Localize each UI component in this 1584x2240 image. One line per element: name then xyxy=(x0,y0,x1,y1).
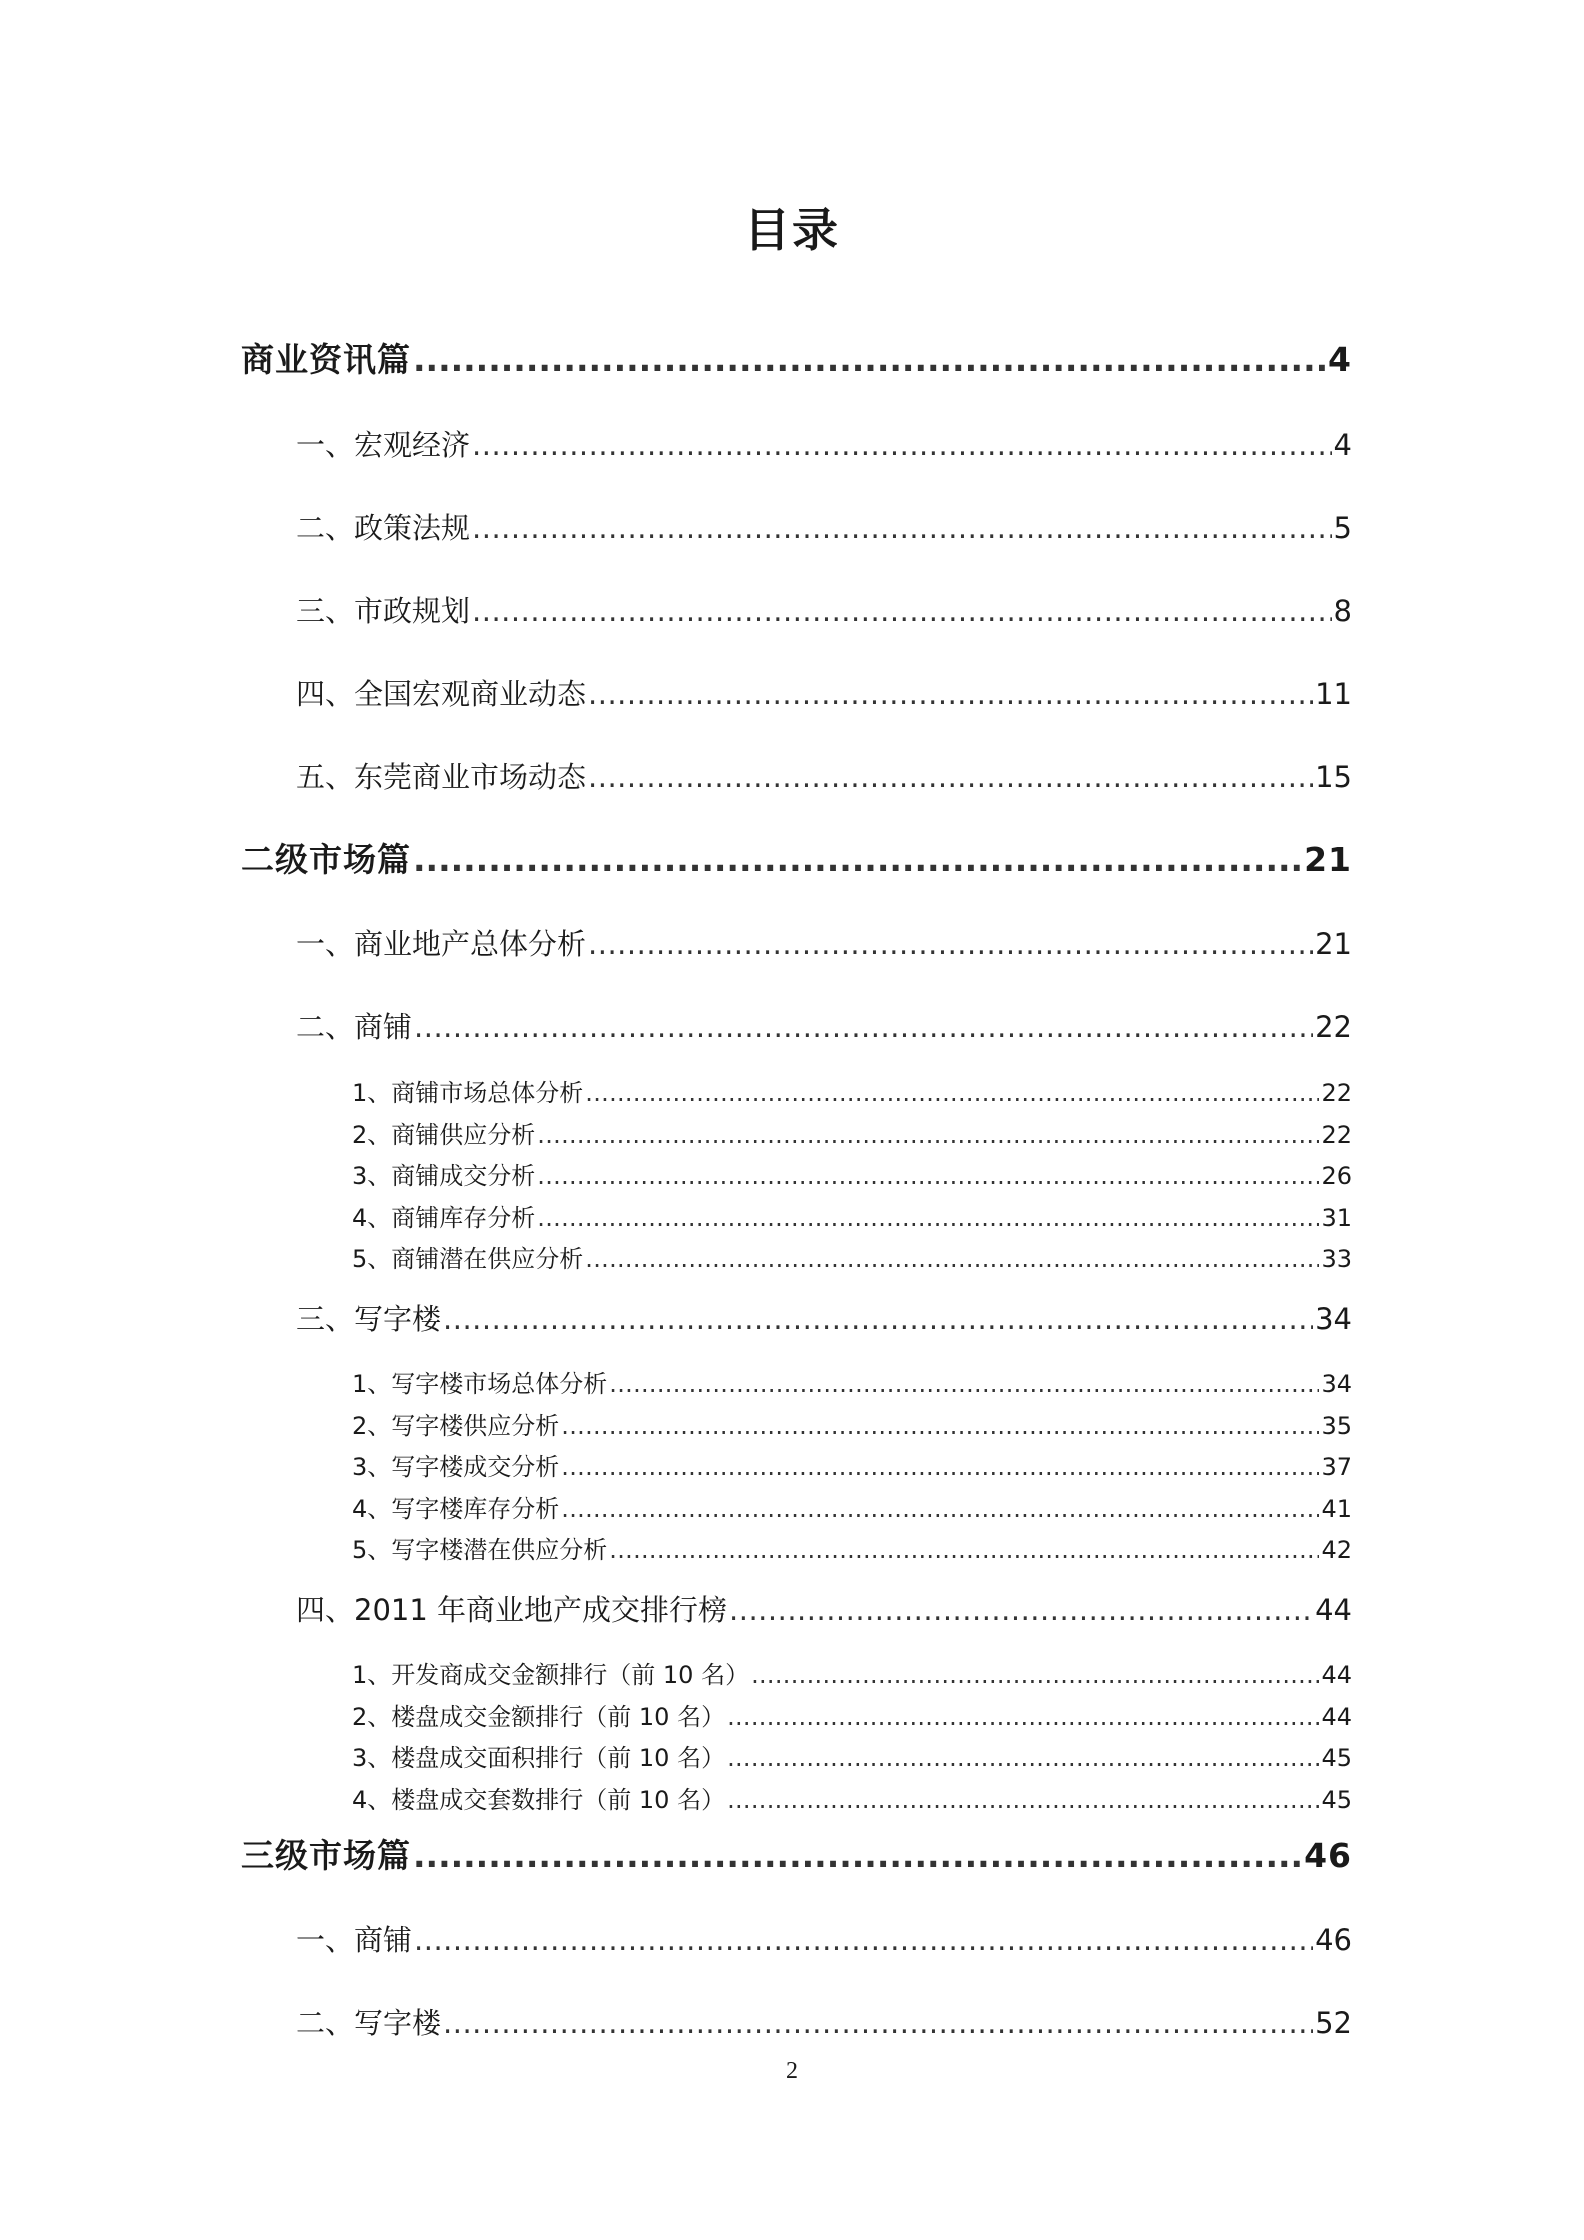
toc-subentry[interactable] xyxy=(352,1239,1352,1274)
toc-page-number: 33 xyxy=(1321,1245,1352,1273)
footer-page-number: 2 xyxy=(786,2058,798,2084)
toc-entry[interactable] xyxy=(296,672,1352,713)
leader-dots xyxy=(472,511,1332,545)
toc-entry[interactable] xyxy=(296,589,1352,630)
leader-dots xyxy=(413,840,1302,879)
toc-entry-label: 4、楼盘成交套数排行（前 10 名） xyxy=(352,1786,726,1814)
leader-dots xyxy=(609,1536,1319,1564)
toc-page-number: 41 xyxy=(1321,1495,1352,1523)
toc-page-number: 52 xyxy=(1315,2006,1352,2040)
toc-page-number: 45 xyxy=(1321,1786,1352,1814)
toc-entry[interactable] xyxy=(296,506,1352,547)
toc-page-number: 34 xyxy=(1321,1370,1352,1398)
toc-subentry[interactable] xyxy=(352,1489,1352,1524)
leader-dots xyxy=(588,760,1313,794)
leader-dots xyxy=(472,428,1332,462)
toc-page-number: 45 xyxy=(1321,1744,1352,1772)
toc-subentry[interactable] xyxy=(352,1115,1352,1150)
toc-entry-label: 一、宏观经济 xyxy=(296,428,471,462)
leader-dots xyxy=(729,1593,1313,1627)
toc-page-number: 22 xyxy=(1321,1121,1352,1149)
leader-dots xyxy=(727,1786,1319,1814)
leader-dots xyxy=(561,1453,1319,1481)
toc-page-number: 8 xyxy=(1333,594,1352,628)
toc-section-heading[interactable] xyxy=(241,1830,1352,1877)
toc-entry-label: 一、商业地产总体分析 xyxy=(296,927,587,961)
toc-subentry[interactable] xyxy=(352,1738,1352,1773)
toc-subentry[interactable] xyxy=(352,1447,1352,1482)
toc-entry-label: 二级市场篇 xyxy=(241,840,411,879)
toc-entry-label: 四、2011 年商业地产成交排行榜 xyxy=(296,1593,728,1627)
toc-page-number: 34 xyxy=(1315,1302,1352,1336)
toc-entry-label: 三、市政规划 xyxy=(296,594,471,628)
toc-page-number: 21 xyxy=(1304,840,1352,879)
toc-entry-label: 5、商铺潜在供应分析 xyxy=(352,1245,584,1273)
toc-entry-label: 二、写字楼 xyxy=(296,2006,442,2040)
toc-entry-label: 2、写字楼供应分析 xyxy=(352,1412,560,1440)
toc-entry-label: 5、写字楼潜在供应分析 xyxy=(352,1536,608,1564)
toc-page-number: 22 xyxy=(1321,1079,1352,1107)
toc-entry-label: 2、商铺供应分析 xyxy=(352,1121,536,1149)
toc-entry-label: 二、商铺 xyxy=(296,1010,413,1044)
toc-entry-label: 3、商铺成交分析 xyxy=(352,1162,536,1190)
toc-page-number: 44 xyxy=(1315,1593,1352,1627)
toc-page-number: 42 xyxy=(1321,1536,1352,1564)
toc-page-number: 46 xyxy=(1304,1836,1352,1875)
toc-entry[interactable] xyxy=(296,423,1352,464)
leader-dots xyxy=(727,1703,1319,1731)
toc-entry-label: 三、写字楼 xyxy=(296,1302,442,1336)
leader-dots xyxy=(443,2006,1313,2040)
toc-section-heading[interactable] xyxy=(241,834,1352,881)
toc-page-number: 26 xyxy=(1321,1162,1352,1190)
leader-dots xyxy=(537,1204,1319,1232)
toc-subentry[interactable] xyxy=(352,1073,1352,1108)
toc-page-number: 44 xyxy=(1321,1661,1352,1689)
leader-dots xyxy=(413,1836,1302,1875)
toc-subentry[interactable] xyxy=(352,1364,1352,1399)
leader-dots xyxy=(537,1162,1319,1190)
leader-dots xyxy=(585,1079,1319,1107)
toc-entry-label: 2、楼盘成交金额排行（前 10 名） xyxy=(352,1703,726,1731)
toc-entry-label: 四、全国宏观商业动态 xyxy=(296,677,587,711)
leader-dots xyxy=(727,1744,1319,1772)
toc-subentry[interactable] xyxy=(352,1530,1352,1565)
toc-entry-label: 4、商铺库存分析 xyxy=(352,1204,536,1232)
toc-subentry[interactable] xyxy=(352,1655,1352,1690)
leader-dots xyxy=(751,1661,1319,1689)
leader-dots xyxy=(609,1370,1319,1398)
toc-page-number: 44 xyxy=(1321,1703,1352,1731)
toc-entry-label: 一、商铺 xyxy=(296,1923,413,1957)
toc-page-number: 46 xyxy=(1315,1923,1352,1957)
toc-page-number: 31 xyxy=(1321,1204,1352,1232)
leader-dots xyxy=(561,1495,1319,1523)
toc-page-number: 11 xyxy=(1315,677,1352,711)
toc-entry-label: 五、东莞商业市场动态 xyxy=(296,760,587,794)
page-title: 目录 xyxy=(744,203,840,257)
toc-page-number: 4 xyxy=(1333,428,1352,462)
toc-entry[interactable] xyxy=(296,755,1352,796)
toc-entry[interactable] xyxy=(296,1588,1352,1629)
toc-page-number: 15 xyxy=(1315,760,1352,794)
toc-entry-label: 三级市场篇 xyxy=(241,1836,411,1875)
toc-entry[interactable] xyxy=(296,1918,1352,1959)
leader-dots xyxy=(414,1923,1313,1957)
toc-entry-label: 1、写字楼市场总体分析 xyxy=(352,1370,608,1398)
leader-dots xyxy=(588,927,1313,961)
toc-page-number: 21 xyxy=(1315,927,1352,961)
toc-page-number: 5 xyxy=(1333,511,1352,545)
toc-section-heading[interactable] xyxy=(241,334,1352,381)
toc-entry-label: 1、开发商成交金额排行（前 10 名） xyxy=(352,1661,750,1689)
toc-entry[interactable] xyxy=(296,1297,1352,1338)
leader-dots xyxy=(472,594,1332,628)
toc-subentry[interactable] xyxy=(352,1780,1352,1815)
leader-dots xyxy=(413,340,1326,379)
toc-entry[interactable] xyxy=(296,1005,1352,1046)
toc-entry[interactable] xyxy=(296,2001,1352,2042)
toc-entry-label: 二、政策法规 xyxy=(296,511,471,545)
toc-page-number: 4 xyxy=(1328,340,1352,379)
toc-subentry[interactable] xyxy=(352,1198,1352,1233)
toc-entry-label: 1、商铺市场总体分析 xyxy=(352,1079,584,1107)
leader-dots xyxy=(537,1121,1319,1149)
toc-entry-label: 4、写字楼库存分析 xyxy=(352,1495,560,1523)
toc-entry[interactable] xyxy=(296,922,1352,963)
toc-entry-label: 3、写字楼成交分析 xyxy=(352,1453,560,1481)
leader-dots xyxy=(585,1245,1319,1273)
toc-entry-label: 商业资讯篇 xyxy=(241,340,411,379)
toc-entry-label: 3、楼盘成交面积排行（前 10 名） xyxy=(352,1744,726,1772)
toc-page-number: 22 xyxy=(1315,1010,1352,1044)
leader-dots xyxy=(443,1302,1313,1336)
leader-dots xyxy=(588,677,1313,711)
toc-subentry[interactable] xyxy=(352,1697,1352,1732)
toc-page-number: 37 xyxy=(1321,1453,1352,1481)
leader-dots xyxy=(414,1010,1313,1044)
toc-page-number: 35 xyxy=(1321,1412,1352,1440)
toc-subentry[interactable] xyxy=(352,1156,1352,1191)
leader-dots xyxy=(561,1412,1319,1440)
toc-subentry[interactable] xyxy=(352,1406,1352,1441)
